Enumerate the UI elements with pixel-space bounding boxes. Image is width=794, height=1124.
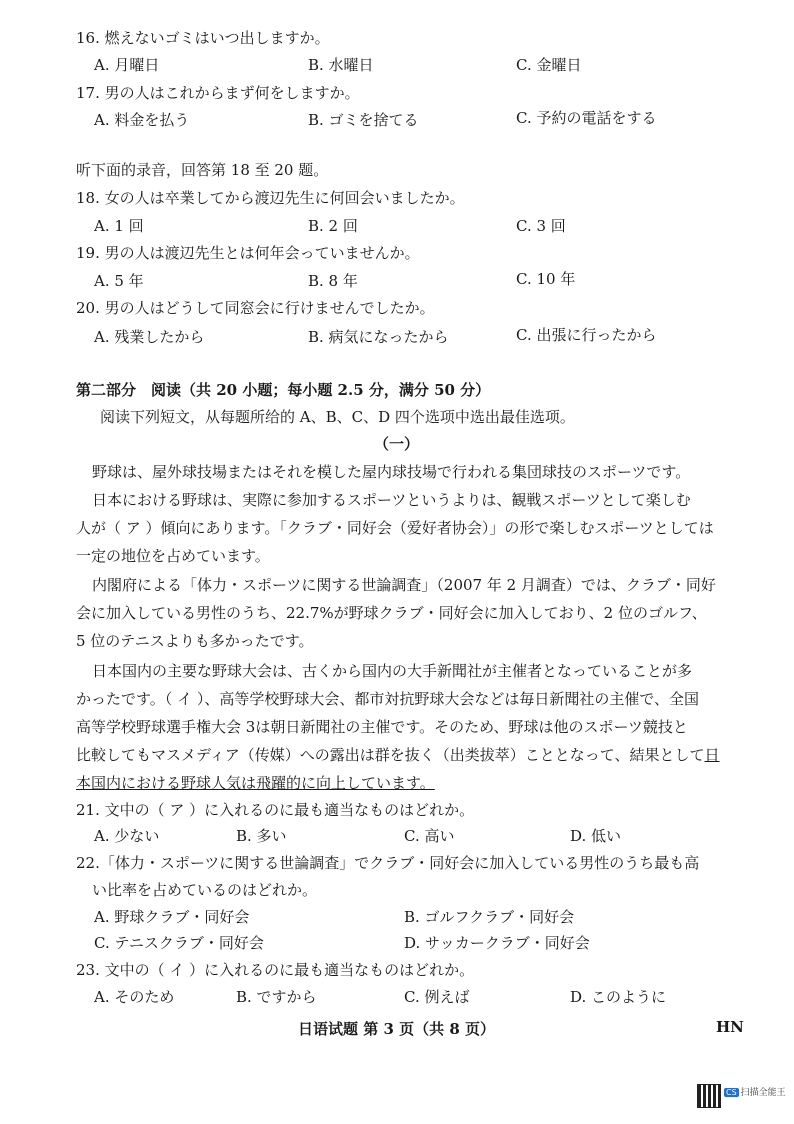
q23-option-b: B. ですから — [236, 988, 317, 1006]
question-22-line1: 22.「体力・スポーツに関する世論調査」でクラブ・同好会に加入している男性のうち最も高 — [76, 854, 700, 872]
q22-option-a: A. 野球クラブ・同好会 — [94, 908, 250, 926]
passage-p2-line1: 日本における野球は、実際に参加するスポーツというよりは、観戦スポーツとして楽しむ — [92, 491, 691, 509]
question-20: 20. 男の人はどうして同窓会に行けませんでしたか。 — [76, 299, 435, 317]
q16-option-b: B. 水曜日 — [308, 56, 374, 74]
q21-option-a: A. 少ない — [94, 827, 160, 845]
q19-option-b: B. 8 年 — [308, 272, 358, 290]
q22-option-b: B. ゴルフクラブ・同好会 — [404, 908, 575, 926]
q20-option-a: A. 残業したから — [94, 328, 205, 346]
question-17: 17. 男の人はこれからまず何をしますか。 — [76, 84, 360, 102]
q22-option-d: D. サッカークラブ・同好会 — [404, 934, 590, 952]
passage-p2-line2: 人が（ ア ）傾向にあります。「クラブ・同好会（爱好者协会）」の形で楽しむスポーツとしては — [76, 519, 714, 537]
q17-option-a: A. 料金を払う — [94, 111, 190, 129]
q18-option-a: A. 1 回 — [94, 217, 144, 235]
q23-option-c: C. 例えば — [404, 988, 470, 1006]
q17-option-b: B. ゴミを捨てる — [308, 111, 419, 129]
qr-code-icon — [697, 1084, 721, 1108]
part2-instruction: 阅读下列短文，从每题所给的 A、B、C、D 四个选项中选出最佳选项。 — [100, 408, 575, 426]
q16-option-a: A. 月曜日 — [94, 56, 160, 74]
q22-option-c: C. テニスクラブ・同好会 — [94, 934, 264, 952]
q21-option-c: C. 高い — [404, 827, 455, 845]
passage-p4-line1: 日本国内の主要な野球大会は、古くから国内の大手新聞社が主催者となっていることが多 — [92, 662, 693, 680]
passage-p1: 野球は、屋外球技場またはそれを模した屋内球技場で行われる集団球技のスポーツです。 — [92, 463, 691, 481]
question-18: 18. 女の人は卒業してから渡辺先生に何回会いましたか。 — [76, 189, 465, 207]
part2-title: 第二部分 阅读（共 20 小题；每小题 2.5 分，满分 50 分） — [76, 381, 491, 399]
question-16: 16. 燃えないゴミはいつ出しますか。 — [76, 29, 330, 47]
passage-p2-line3: 一定の地位を占めています。 — [76, 547, 270, 565]
question-21: 21. 文中の（ ア ）に入れるのに最も適当なものはどれか。 — [76, 801, 475, 819]
instruction-18-20: 听下面的录音，回答第 18 至 20 题。 — [76, 161, 329, 179]
footer-page-title: 日语试题 第 3 页（共 8 页） — [298, 1020, 495, 1038]
q23-option-a: A. そのため — [94, 988, 175, 1006]
scanner-name: 扫描全能王 — [740, 1088, 786, 1098]
q18-option-b: B. 2 回 — [308, 217, 358, 235]
passage-p3-line1: 内閣府による「体力・スポーツに関する世論調査」（2007 年 2 月調査）では、クラブ・同好 — [92, 576, 716, 594]
question-23: 23. 文中の（ イ ）に入れるのに最も適当なものはどれか。 — [76, 961, 475, 979]
passage-p3-line2: 会に加入している男性のうち、22.7%が野球クラブ・同好会に加入しており、2 位のゴルフ、 — [76, 604, 707, 622]
passage-p4-line5-underlined: 本国内における野球人気は飛躍的に向上しています。 — [76, 774, 435, 792]
passage-p4-underline-start: 日 — [704, 746, 720, 764]
passage-p4-line2: かったです。（ イ ）、高等学校野球大会、都市対抗野球大会などは毎日新聞社の主催で、全国 — [76, 690, 700, 708]
q21-option-d: D. 低い — [570, 827, 622, 845]
scanner-watermark — [724, 1085, 786, 1098]
question-19: 19. 男の人は渡辺先生とは何年会っていませんか。 — [76, 244, 420, 262]
passage-p4-line3: 高等学校野球選手権大会 3は朝日新聞社の主催です。そのため、野球は他のスポーツ競技と — [76, 718, 688, 736]
passage-p4-line4-text: 比較してもマスメディア（传媒）への露出は群を抜く（出类拔萃）こととなって、結果として — [76, 746, 705, 764]
q20-option-b: B. 病気になったから — [308, 328, 449, 346]
q23-option-d: D. このように — [570, 988, 667, 1006]
q19-option-c: C. 10 年 — [516, 270, 576, 288]
camscanner-logo-icon: CS — [726, 1088, 737, 1097]
q19-option-a: A. 5 年 — [94, 272, 144, 290]
passage-p4-line4 — [76, 745, 720, 765]
section-label: （一） — [374, 435, 420, 453]
q16-option-c: C. 金曜日 — [516, 56, 582, 74]
q18-option-c: C. 3 回 — [516, 217, 566, 235]
passage-p3-line3: 5 位のテニスよりも多かったです。 — [76, 632, 314, 650]
question-22-line2: い比率を占めているのはどれか。 — [92, 881, 318, 899]
q17-option-c: C. 予約の電話をする — [516, 109, 657, 127]
q20-option-c: C. 出張に行ったから — [516, 326, 657, 344]
footer-code: HN — [716, 1018, 744, 1036]
q21-option-b: B. 多い — [236, 827, 287, 845]
